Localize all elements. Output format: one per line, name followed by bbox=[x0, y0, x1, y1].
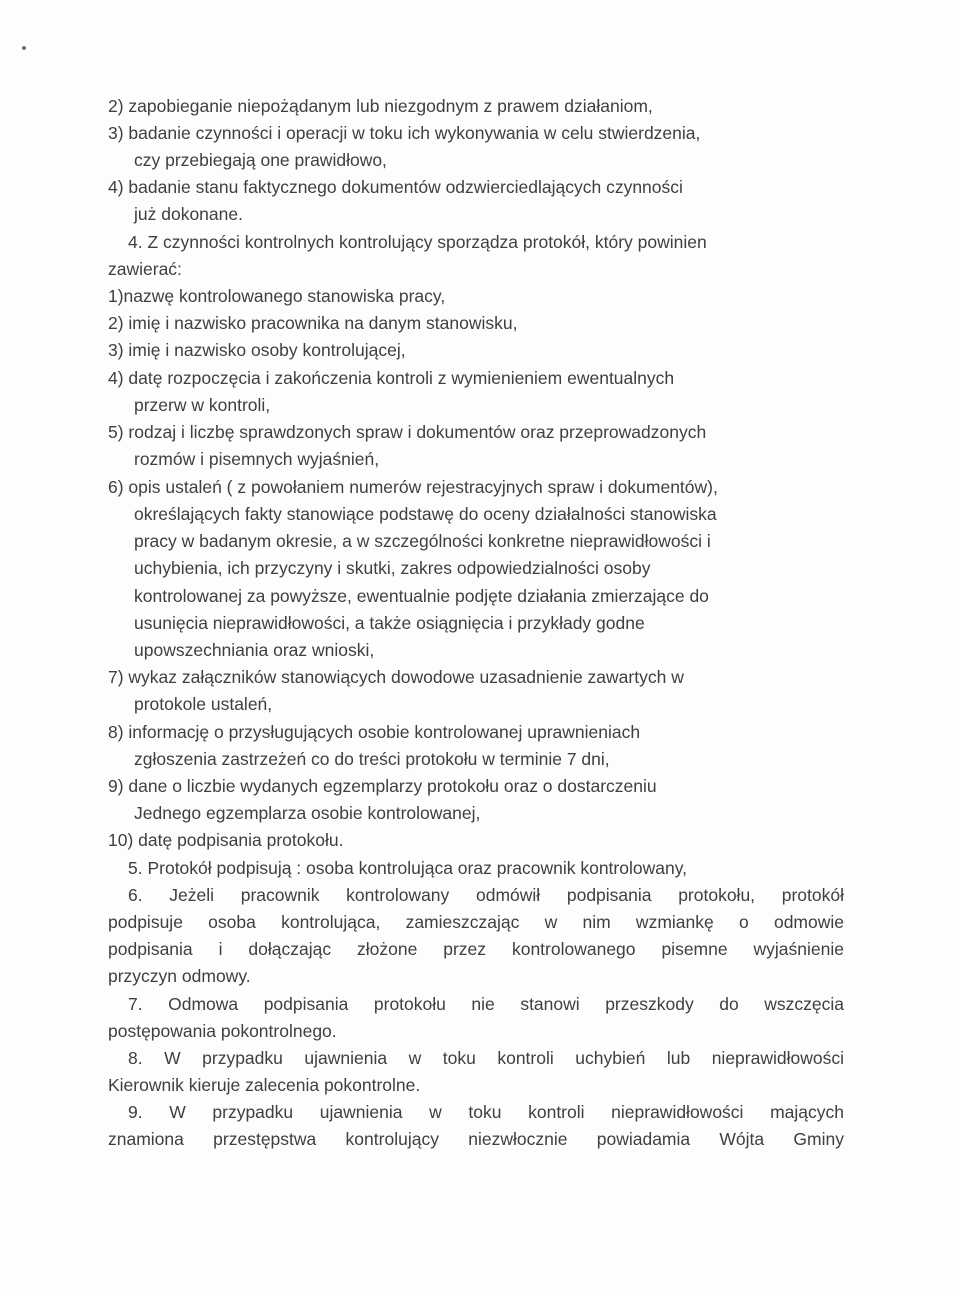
text-line: 9. W przypadku ujawnienia w toku kontroli nieprawidłowości mających bbox=[128, 1102, 844, 1122]
text-line: 5) rodzaj i liczbę sprawdzonych spraw i dokumentów oraz przeprowadzonych bbox=[108, 422, 707, 442]
text-line: 7. Odmowa podpisania protokołu nie stanowi przeszkody do wszczęcia bbox=[128, 994, 844, 1014]
scan-speck bbox=[22, 46, 26, 50]
text-line: pracy w badanym okresie, a w szczególności konkretne nieprawidłowości i bbox=[134, 531, 711, 551]
text-line: protokole ustaleń, bbox=[134, 694, 273, 714]
text-line: usunięcia nieprawidłowości, a także osiągnięcia i przykłady godne bbox=[134, 613, 645, 633]
text-line: Kierownik kieruje zalecenia pokontrolne. bbox=[108, 1075, 421, 1095]
text-line: już dokonane. bbox=[134, 204, 243, 224]
text-line: 6. Jeżeli pracownik kontrolowany odmówił podpisania protokołu, protokół bbox=[128, 885, 844, 905]
text-line: 4) badanie stanu faktycznego dokumentów odzwierciedlających czynności bbox=[108, 177, 683, 197]
text-line: 3) badanie czynności i operacji w toku ich wykonywania w celu stwierdzenia, bbox=[108, 123, 701, 143]
text-line: 1)nazwę kontrolowanego stanowiska pracy, bbox=[108, 286, 446, 306]
text-line: upowszechniania oraz wnioski, bbox=[134, 640, 375, 660]
text-line: podpisania i dołączając złożone przez kontrolowanego pisemne wyjaśnienie bbox=[108, 939, 844, 959]
text-line: 3) imię i nazwisko osoby kontrolującej, bbox=[108, 340, 406, 360]
text-line: 9) dane o liczbie wydanych egzemplarzy protokołu oraz o dostarczeniu bbox=[108, 776, 657, 796]
text-line: 6) opis ustaleń ( z powołaniem numerów rejestracyjnych spraw i dokumentów), bbox=[108, 477, 718, 497]
text-line: zawierać: bbox=[108, 259, 182, 279]
text-line: przyczyn odmowy. bbox=[108, 966, 251, 986]
text-line: znamiona przestępstwa kontrolujący niezwłocznie powiadamia Wójta Gminy bbox=[108, 1129, 844, 1149]
text-line: kontrolowanej za powyższe, ewentualnie podjęte działania zmierzające do bbox=[134, 586, 709, 606]
text-line: przerw w kontroli, bbox=[134, 395, 271, 415]
text-line: czy przebiegają one prawidłowo, bbox=[134, 150, 387, 170]
text-line: podpisuje osoba kontrolująca, zamieszczając w nim wzmiankę o odmowie bbox=[108, 912, 844, 932]
text-line: 7) wykaz załączników stanowiących dowodowe uzasadnienie zawartych w bbox=[108, 667, 684, 687]
text-line: określających fakty stanowiące podstawę do oceny działalności stanowiska bbox=[134, 504, 717, 524]
text-line: Jednego egzemplarza osobie kontrolowanej, bbox=[134, 803, 481, 823]
text-line: 8) informację o przysługujących osobie kontrolowanej uprawnieniach bbox=[108, 722, 641, 742]
text-line: 4. Z czynności kontrolnych kontrolujący sporządza protokół, który powinien bbox=[128, 232, 707, 252]
text-line: 10) datę podpisania protokołu. bbox=[108, 830, 344, 850]
text-line: 8. W przypadku ujawnienia w toku kontroli uchybień lub nieprawidłowości bbox=[128, 1048, 844, 1068]
text-line: 2) zapobieganie niepożądanym lub niezgodnym z prawem działaniom, bbox=[108, 96, 653, 116]
text-line: 2) imię i nazwisko pracownika na danym stanowisku, bbox=[108, 313, 518, 333]
text-line: uchybienia, ich przyczyny i skutki, zakres odpowiedzialności osoby bbox=[134, 558, 651, 578]
text-line: zgłoszenia zastrzeżeń co do treści protokołu w terminie 7 dni, bbox=[134, 749, 610, 769]
text-line: postępowania pokontrolnego. bbox=[108, 1021, 337, 1041]
text-line: rozmów i pisemnych wyjaśnień, bbox=[134, 449, 380, 469]
text-line: 5. Protokół podpisują : osoba kontrolująca oraz pracownik kontrolowany, bbox=[128, 858, 688, 878]
text-line: 4) datę rozpoczęcia i zakończenia kontroli z wymienieniem ewentualnych bbox=[108, 368, 675, 388]
